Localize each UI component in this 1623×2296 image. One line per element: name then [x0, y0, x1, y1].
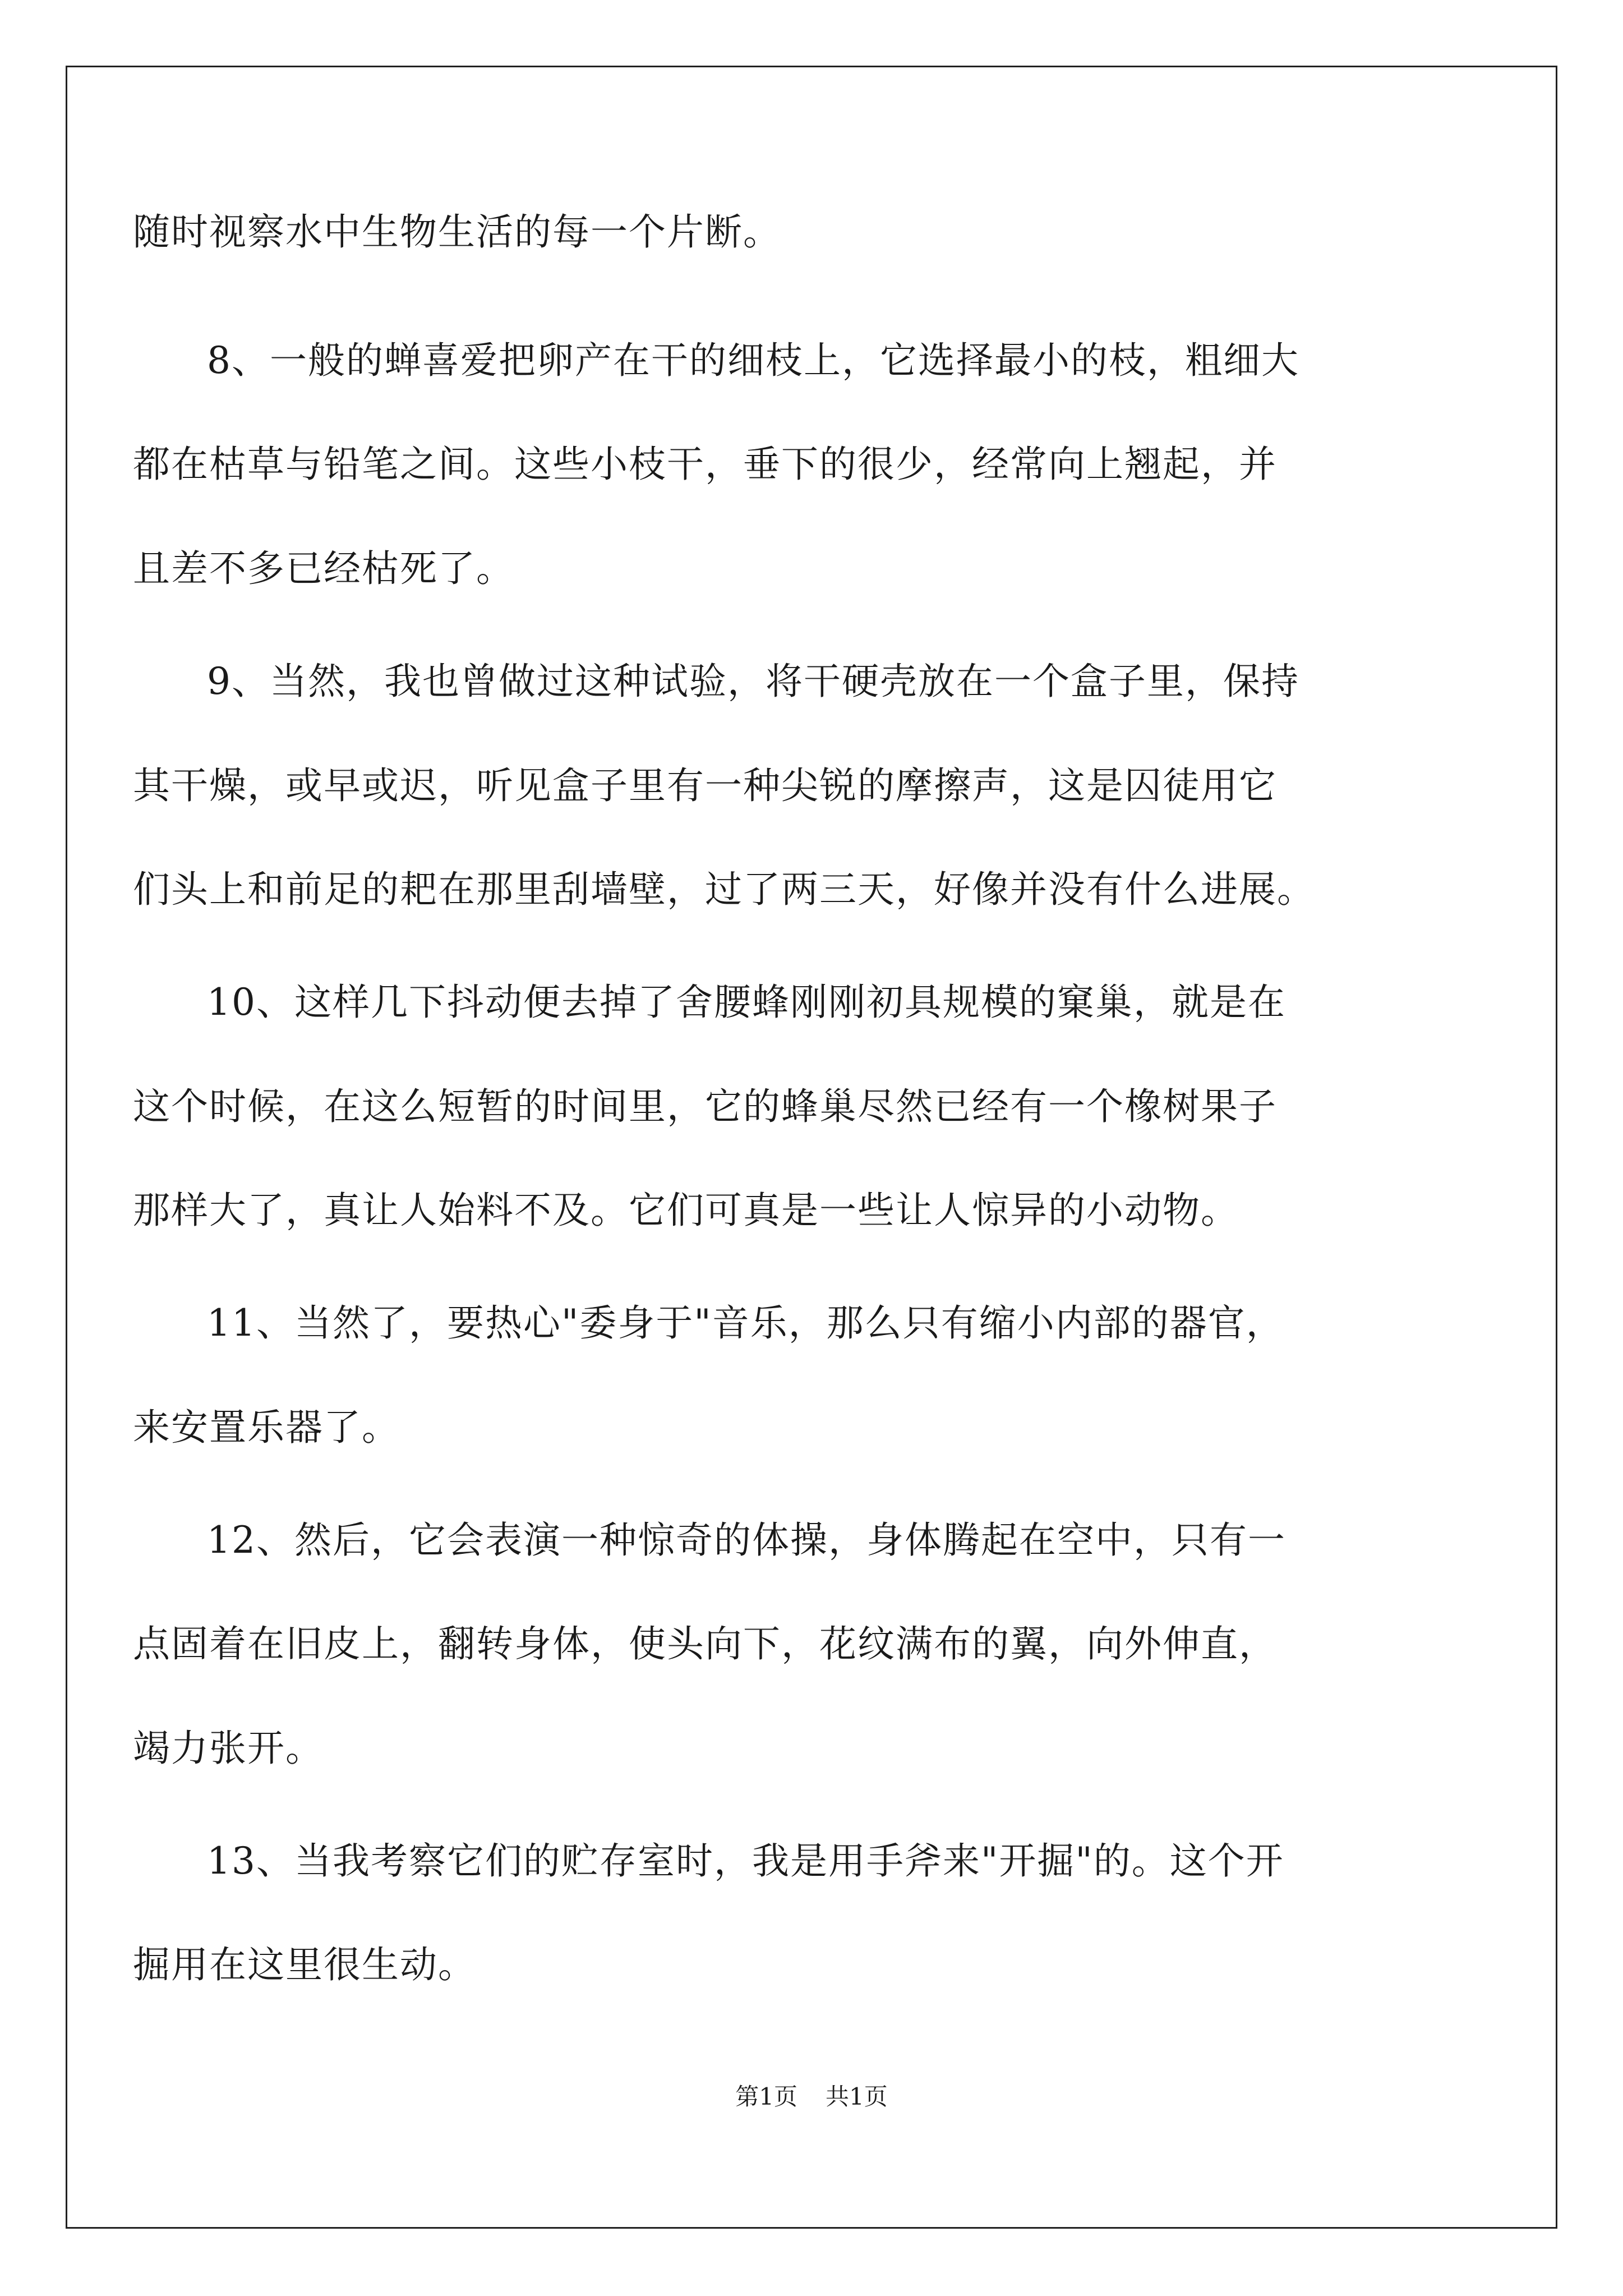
- paragraph-12-line-1: 12、然后，它会表演一种惊奇的体操，身体腾起在空中，只有一: [207, 1519, 1286, 1562]
- paragraph-9-line-3: 们头上和前足的耙在那里刮墙壁，过了两三天，好像并没有什么进展。: [133, 868, 1315, 911]
- page-footer: [0, 2081, 1623, 2113]
- paragraph-11-line-2: 来安置乐器了。: [133, 1406, 400, 1449]
- page-number-total: 共1页: [826, 2083, 888, 2110]
- page-number-current: 第1页: [735, 2083, 797, 2110]
- paragraph-8-line-1: 8、一般的蝉喜爱把卵产在干的细枝上，它选择最小的枝，粗细大: [207, 339, 1299, 382]
- paragraph-12-line-3: 竭力张开。: [133, 1727, 324, 1770]
- paragraph-11-line-1: 11、当然了，要热心"委身于"音乐，那么只有缩小内部的器官，: [207, 1301, 1284, 1345]
- paragraph-8-line-2: 都在枯草与铅笔之间。这些小枝干，垂下的很少，经常向上翘起，并: [133, 443, 1277, 486]
- paragraph-10-line-3: 那样大了，真让人始料不及。它们可真是一些让人惊异的小动物。: [133, 1189, 1239, 1232]
- paragraph-10-line-1: 10、这样几下抖动便去掉了舍腰蜂刚刚初具规模的窠巢，就是在: [207, 981, 1286, 1024]
- paragraph-8-line-3: 且差不多已经枯死了。: [133, 547, 514, 590]
- paragraph-9-line-1: 9、当然，我也曾做过这种试验，将干硬壳放在一个盒子里，保持: [207, 660, 1299, 703]
- paragraph-13-line-2: 掘用在这里很生动。: [133, 1943, 476, 1986]
- paragraph-13-line-1: 13、当我考察它们的贮存室时，我是用手斧来"开掘"的。这个开: [207, 1839, 1284, 1883]
- page-border: [66, 66, 1557, 2229]
- text-line: 随时视察水中生物生活的每一个片断。: [133, 210, 781, 254]
- paragraph-10-line-2: 这个时候，在这么短暂的时间里，它的蜂巢尽然已经有一个橡树果子: [133, 1085, 1277, 1128]
- paragraph-9-line-2: 其干燥，或早或迟，听见盒子里有一种尖锐的摩擦声，这是囚徒用它: [133, 764, 1277, 807]
- paragraph-12-line-2: 点固着在旧皮上，翻转身体，使头向下，花纹满布的翼，向外伸直，: [133, 1622, 1277, 1665]
